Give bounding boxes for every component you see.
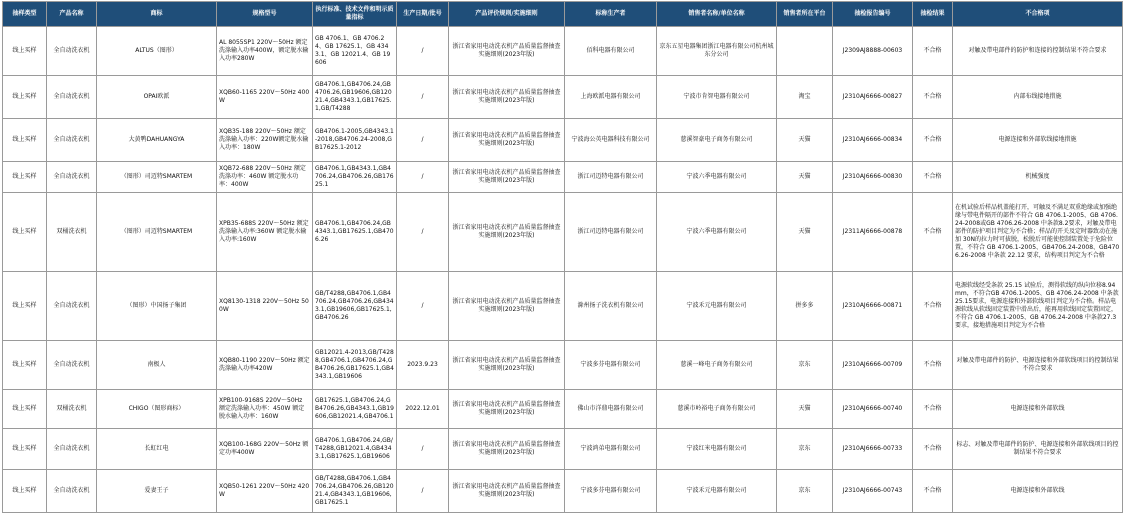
- report-number-cell: J2310AJ6666-00709: [833, 341, 913, 390]
- product-name-cell: 全自动洗衣机: [47, 27, 97, 76]
- nonconforming-cell: 对触及带电部件的防护、电源连接和外部软线项目的控制结果不符合要求: [953, 341, 1123, 390]
- nonconforming-cell: 内部布线接地措施: [953, 76, 1123, 119]
- trademark-cell: 南极人: [97, 341, 217, 390]
- sampling-type-cell: 线上买样: [3, 429, 47, 470]
- trademark-cell: （图形）司迈特SMARTEM: [97, 162, 217, 193]
- header-production-date: 生产日期/批号: [397, 2, 449, 27]
- manufacturer-cell: 浙江司迈特电器有限公司: [565, 162, 657, 193]
- trademark-cell: 大黄鸭DAHUANGYA: [97, 119, 217, 162]
- result-cell: 不合格: [913, 470, 953, 513]
- production-date-cell: 2022.12.01: [397, 390, 449, 429]
- evaluation-rules-cell: 浙江省家用电动洗衣机产品质量监督抽查实施细则(2023年版): [449, 193, 565, 272]
- manufacturer-cell: 佰科电器有限公司: [565, 27, 657, 76]
- evaluation-rules-cell: 浙江省家用电动洗衣机产品质量监督抽查实施细则(2023年版): [449, 76, 565, 119]
- header-row: [3, 2, 1123, 27]
- header-standards: 执行标准、技术文件和明示质量指标: [313, 2, 397, 27]
- standards-cell: GB4706.1,GB4343.1,GB4706.24,GB4706.26,GB17625.1: [313, 162, 397, 193]
- result-cell: 不合格: [913, 429, 953, 470]
- manufacturer-cell: 宁波多芬电器有限公司: [565, 470, 657, 513]
- report-number-cell: J2310AJ6666-00834: [833, 119, 913, 162]
- production-date-cell: /: [397, 162, 449, 193]
- table-row: [3, 119, 1123, 162]
- table-row: [3, 470, 1123, 513]
- table-row: [3, 390, 1123, 429]
- report-number-cell: J2309AJ8888-00603: [833, 27, 913, 76]
- sampling-type-cell: 线上买样: [3, 390, 47, 429]
- seller-cell: 慈溪市岭裕电子商务有限公司: [657, 390, 777, 429]
- model-cell: XPB35-688S 220V～50Hz 额定洗涤输入功率:360W 额定脱水输入功率:160W: [217, 193, 313, 272]
- sampling-type-cell: 线上买样: [3, 119, 47, 162]
- model-cell: XQB72-688 220V～50Hz 额定洗涤功率：460W 额定脱水功率：400W: [217, 162, 313, 193]
- model-cell: XQB60-1165 220V～50Hz 400W: [217, 76, 313, 119]
- platform-cell: 天猫: [777, 162, 833, 193]
- header-model: 规格型号: [217, 2, 313, 27]
- standards-cell: GB4706.1-2005,GB4343.1-2018,GB4706.24-2008,GB17625.1-2012: [313, 119, 397, 162]
- report-number-cell: J2310AJ6666-00740: [833, 390, 913, 429]
- nonconforming-cell: 电源连接和外部软线: [953, 390, 1123, 429]
- header-sampling-type: 抽样类型: [3, 2, 47, 27]
- trademark-cell: 爱妻王子: [97, 470, 217, 513]
- header-trademark: 商标: [97, 2, 217, 27]
- platform-cell: 拼多多: [777, 272, 833, 341]
- evaluation-rules-cell: 浙江省家用电动洗衣机产品质量监督抽查实施细则(2023年版): [449, 470, 565, 513]
- nonconforming-cell: 电源软线经受条款 25.15 试验后，测得软线的纵向位移8.94mm，不符合GB 4706.1-2005、GB 4706.24-2008 中条款25.15要求，电源连接和外部软线项目判定为不合格。样品电源软线从软线固定装置中滑出后，能再用软线固定装置固定，不符合 GB 4706.1-2005、GB 4706.24-2008 中条款27.3要求，接地措施项目判定为不合格: [953, 272, 1123, 341]
- production-date-cell: /: [397, 119, 449, 162]
- product-name-cell: 全自动洗衣机: [47, 162, 97, 193]
- nonconforming-cell: 电源连接和外部软线接地措施: [953, 119, 1123, 162]
- platform-cell: 天猫: [777, 390, 833, 429]
- manufacturer-cell: 宁波海公英电器科技有限公司: [565, 119, 657, 162]
- production-date-cell: /: [397, 193, 449, 272]
- seller-cell: 慈溪一峰电子商务有限公司: [657, 341, 777, 390]
- result-cell: 不合格: [913, 119, 953, 162]
- manufacturer-cell: 上海欧派电器有限公司: [565, 76, 657, 119]
- seller-cell: 慈溪智豪电子商务有限公司: [657, 119, 777, 162]
- product-name-cell: 全自动洗衣机: [47, 76, 97, 119]
- result-cell: 不合格: [913, 272, 953, 341]
- header-platform: 销售者所在平台: [777, 2, 833, 27]
- production-date-cell: /: [397, 470, 449, 513]
- product-name-cell: 全自动洗衣机: [47, 119, 97, 162]
- header-nonconforming-items: 不合格项: [953, 2, 1123, 27]
- nonconforming-cell: 电源连接和外部软线: [953, 470, 1123, 513]
- table-row: [3, 76, 1123, 119]
- standards-cell: GB 4706.1、GB 4706.24、GB 17625.1、GB 4343.1、GB 12021.4、GB 19606: [313, 27, 397, 76]
- inspection-table: [2, 1, 1123, 513]
- sampling-type-cell: 线上买样: [3, 162, 47, 193]
- evaluation-rules-cell: 浙江省家用电动洗衣机产品质量监督抽查实施细则(2023年版): [449, 390, 565, 429]
- platform-cell: 天猫: [777, 193, 833, 272]
- trademark-cell: （图形）司迈特SMARTEM: [97, 193, 217, 272]
- table-row: [3, 162, 1123, 193]
- header-seller: 销售者名称/单位名称: [657, 2, 777, 27]
- evaluation-rules-cell: 浙江省家用电动洗衣机产品质量监督抽查实施细则(2023年版): [449, 272, 565, 341]
- header-manufacturer: 标称生产者: [565, 2, 657, 27]
- seller-cell: 宁波禾元电器有限公司: [657, 470, 777, 513]
- model-cell: XQB35-188 220V～50Hz 额定洗涤输入功率：220W额定脱水输入功率：180W: [217, 119, 313, 162]
- product-name-cell: 全自动洗衣机: [47, 470, 97, 513]
- trademark-cell: CHIGO（图形商标）: [97, 390, 217, 429]
- evaluation-rules-cell: 浙江省家用电动洗衣机产品质量监督抽查实施细则(2023年版): [449, 119, 565, 162]
- model-cell: XQB80-1190 220V～50Hz 额定洗涤输入功率420W: [217, 341, 313, 390]
- report-number-cell: J2310AJ6666-00871: [833, 272, 913, 341]
- result-cell: 不合格: [913, 76, 953, 119]
- production-date-cell: /: [397, 429, 449, 470]
- product-name-cell: 全自动洗衣机: [47, 341, 97, 390]
- header-evaluation-rules: 产品评价规则/实施细则: [449, 2, 565, 27]
- header-report-number: 抽检报告编号: [833, 2, 913, 27]
- seller-cell: 宁波六季电器有限公司: [657, 162, 777, 193]
- evaluation-rules-cell: 浙江省家用电动洗衣机产品质量监督抽查实施细则(2023年版): [449, 429, 565, 470]
- seller-cell: 宁波禾元电器有限公司: [657, 272, 777, 341]
- trademark-cell: 长虹红电: [97, 429, 217, 470]
- result-cell: 不合格: [913, 193, 953, 272]
- table-row: [3, 27, 1123, 76]
- trademark-cell: （图形）中国扬子集团: [97, 272, 217, 341]
- standards-cell: GB17625.1,GB4706.24,GB4706.26,GB4343.1,GB19606,GB12021.4,GB4706.1: [313, 390, 397, 429]
- nonconforming-cell: 对触及带电部件的防护和连接的控制结果不符合要求: [953, 27, 1123, 76]
- platform-cell: [777, 27, 833, 76]
- trademark-cell: ALTUS（图形）: [97, 27, 217, 76]
- evaluation-rules-cell: 浙江省家用电动洗衣机产品质量监督抽查实施细则(2023年版): [449, 162, 565, 193]
- platform-cell: 京东: [777, 470, 833, 513]
- nonconforming-cell: 机械强度: [953, 162, 1123, 193]
- standards-cell: GB4706.1,GB4706.24,GB4706.26,GB19606,GB12021.4,GB4343.1,GB17625.1,GB/T4288: [313, 76, 397, 119]
- report-number-cell: J2310AJ6666-00743: [833, 470, 913, 513]
- result-cell: 不合格: [913, 390, 953, 429]
- seller-cell: 宁波市肯智电器有限公司: [657, 76, 777, 119]
- model-cell: XQB100-168G 220V～50Hz 额定功率400W: [217, 429, 313, 470]
- manufacturer-cell: 佛山市洋鼎电器有限公司: [565, 390, 657, 429]
- table-row: [3, 193, 1123, 272]
- sampling-type-cell: 线上买样: [3, 76, 47, 119]
- result-cell: 不合格: [913, 162, 953, 193]
- standards-cell: GB4706.1,GB4706.24,GB4343.1,GB17625.1,GB4706.26: [313, 193, 397, 272]
- product-name-cell: 双桶洗衣机: [47, 193, 97, 272]
- product-name-cell: 全自动洗衣机: [47, 272, 97, 341]
- report-number-cell: J2311AJ6666-00878: [833, 193, 913, 272]
- report-number-cell: J2310AJ6666-00830: [833, 162, 913, 193]
- sampling-type-cell: 线上买样: [3, 272, 47, 341]
- standards-cell: GB12021.4-2013,GB/T4288,GB4706.1,GB4706.24,GB4706.26,GB17625.1,GB4343.1,GB19606: [313, 341, 397, 390]
- table-row: [3, 341, 1123, 390]
- sampling-type-cell: 线上买样: [3, 341, 47, 390]
- evaluation-rules-cell: 浙江省家用电动洗衣机产品质量监督抽查实施细则(2023年版): [449, 27, 565, 76]
- seller-cell: 宁波六季电器有限公司: [657, 193, 777, 272]
- report-number-cell: J2310AJ6666-00827: [833, 76, 913, 119]
- model-cell: XQB50-1261 220V～50Hz 420W: [217, 470, 313, 513]
- model-cell: XQ8130-1318 220V～50Hz 500W: [217, 272, 313, 341]
- nonconforming-cell: 标志、对触及带电部件的防护、电源连接和外部软线项目的控制结果不符合要求: [953, 429, 1123, 470]
- seller-cell: 京东五星电器集团浙江电器有限公司杭州城东分公司: [657, 27, 777, 76]
- header-result: 抽检结果: [913, 2, 953, 27]
- production-date-cell: 2023.9.23: [397, 341, 449, 390]
- result-cell: 不合格: [913, 27, 953, 76]
- platform-cell: 天猫: [777, 119, 833, 162]
- sampling-type-cell: 线上买样: [3, 27, 47, 76]
- standards-cell: GB/T4288,GB4706.1,GB4706.24,GB4706.26,GB12021.4,GB4343.1,GB19606,GB17625.1: [313, 470, 397, 513]
- manufacturer-cell: 宁波鸿弟电器有限公司: [565, 429, 657, 470]
- platform-cell: 京东: [777, 341, 833, 390]
- production-date-cell: /: [397, 76, 449, 119]
- platform-cell: 淘宝: [777, 76, 833, 119]
- product-name-cell: 双桶洗衣机: [47, 390, 97, 429]
- manufacturer-cell: 浙江司迈特电器有限公司: [565, 193, 657, 272]
- model-cell: XPB100-9168S 220V～50Hz 额定洗涤输入功率：450W 额定脱水输入功率：160W: [217, 390, 313, 429]
- nonconforming-cell: 在机试验后样品机盖能打开，可触及不满足双重绝缘或加强绝缘与带电件隔开的部件不符合 GB 4706.1-2005、GB 4706.24-2008或GB 4706.26-2008 中条款8.2要求，对触及带电部件的防护项目判定为不合格；样品的开关及定时器致动在施加 30N的拉力时可拔脱，松脱后可能使控制装置处于危险位置，不符合 GB 4706.1-2005、GB4706.24-2008、GB4706.26-2008 中条款 22.12 要求，结构项目判定为不合格: [953, 193, 1123, 272]
- standards-cell: GB4706.1,GB4706.24,GB/T4288,GB12021.4,GB4343.1,GB17625.1,GB19606: [313, 429, 397, 470]
- sampling-type-cell: 线上买样: [3, 470, 47, 513]
- seller-cell: 宁波红米电器有限公司: [657, 429, 777, 470]
- production-date-cell: /: [397, 27, 449, 76]
- report-number-cell: J2310AJ6666-00733: [833, 429, 913, 470]
- platform-cell: 京东: [777, 429, 833, 470]
- product-name-cell: 全自动洗衣机: [47, 429, 97, 470]
- standards-cell: GB/T4288,GB4706.1,GB4706.24,GB4706.26,GB4343.1,GB19606,GB17625.1,GB4706.26: [313, 272, 397, 341]
- manufacturer-cell: 宁波多芬电器有限公司: [565, 341, 657, 390]
- header-product-name: 产品名称: [47, 2, 97, 27]
- result-cell: 不合格: [913, 341, 953, 390]
- manufacturer-cell: 滁州扬子洗衣机有限公司: [565, 272, 657, 341]
- sampling-type-cell: 线上买样: [3, 193, 47, 272]
- table-row: [3, 429, 1123, 470]
- model-cell: AL 8055SP1 220V～50Hz 额定洗涤输入功率400W，额定脱水输入功率280W: [217, 27, 313, 76]
- evaluation-rules-cell: 浙江省家用电动洗衣机产品质量监督抽查实施细则(2023年版): [449, 341, 565, 390]
- trademark-cell: OPAI欧派: [97, 76, 217, 119]
- table-row: [3, 272, 1123, 341]
- production-date-cell: /: [397, 272, 449, 341]
